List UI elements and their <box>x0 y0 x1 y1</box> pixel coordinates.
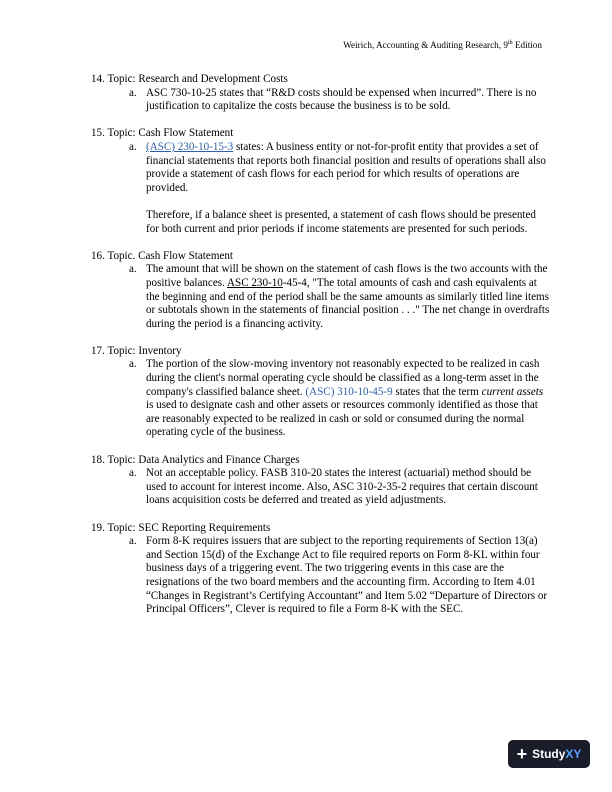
list-marker: a. <box>129 263 137 276</box>
answer-text: Not an acceptable policy. FASB 310-20 states the interest (actuarial) method should be used to account for interest income. Also, ASC 310-2-35-2 requires that certain discount loans acquisition costs be deferred and treated as yield adjustments. <box>146 467 538 507</box>
topic-title: 17. Topic: Inventory <box>91 344 182 357</box>
italic-term: current assets <box>481 385 544 398</box>
brand-main: Study <box>532 747 566 761</box>
topic-16 <box>91 250 551 332</box>
asc-link[interactable]: (ASC) 310-10-45-9 <box>305 385 393 398</box>
page-header <box>343 39 542 51</box>
topic-answer <box>91 263 551 331</box>
topic-title: 18. Topic: Data Analytics and Finance Charges <box>91 453 300 466</box>
topic-title: 14. Topic: Research and Development Costs <box>91 73 288 85</box>
plus-icon: + <box>516 744 528 764</box>
answer-text: states that the term <box>392 385 482 398</box>
answer-text: ASC 730-10-25 states that “R&D costs should be expensed when incurred”. There is no justification to capitalize the costs because the business is to be sold. <box>146 86 537 113</box>
answer-text: The amount that will be shown on the statement of cash flows is the two accounts with the positive balances. <box>146 263 548 289</box>
topic-18 <box>91 454 551 508</box>
list-marker: a. <box>129 535 137 548</box>
studyxy-badge[interactable] <box>508 740 590 768</box>
brand-name <box>532 747 581 761</box>
topic-14 <box>91 73 551 114</box>
topic-answer <box>91 141 551 195</box>
document-body <box>91 73 551 630</box>
topic-title: 16. Topic. Cash Flow Statement <box>91 249 233 262</box>
list-marker: a. <box>129 86 137 99</box>
topic-answer <box>91 467 551 508</box>
answer-text: The portion of the slow-moving inventory not reasonably expected to be realized in cash during the client's normal operating cycle should be classified as a long-term asset in the company's classified balance sheet. <box>146 358 540 398</box>
header-suffix: Edition <box>512 40 542 50</box>
list-marker: a. <box>129 140 137 153</box>
asc-link[interactable]: (ASC) 230-10-15-3 <box>146 140 234 153</box>
list-marker: a. <box>129 467 137 480</box>
topic-answer <box>91 535 551 617</box>
header-sup: th <box>507 39 513 46</box>
answer-text: is used to designate cash and other assets or resources commonly identified as those that are reasonably expected to be realized in cash or sold or consumed during the normal operating cycle of the business. <box>146 399 538 439</box>
topic-15 <box>91 127 551 236</box>
answer-text: -45-4, "The total amounts of cash and cash equivalents at the beginning and end of the period shall be the same amounts as similarly titled line items or subtotals shown in the statements of financial position . . ." The net change in overdrafts during the period is a financing activity. <box>146 276 550 330</box>
topic-title: 15. Topic: Cash Flow Statement <box>91 127 234 140</box>
topic-answer <box>91 87 551 114</box>
topic-title: 19. Topic: SEC Reporting Requirements <box>91 521 271 534</box>
topic-19 <box>91 522 551 617</box>
answer-text: Form 8-K requires issuers that are subject to the reporting requirements of Section 13(a) and Section 15(d) of the Exchange Act to file required reports on Form 8-KL within four business days of a triggering event. The two triggering events in this case are the resignations of the two board members and the accounting firm. According to Item 4.01 “Changes in Registrant’s Certifying Accountant” and Item 5.02 “Departure of Directors or Principal Officers”, Clever is required to file a Form 8-K with the SEC. <box>146 535 548 616</box>
list-marker: a. <box>129 358 137 371</box>
topic-17 <box>91 345 551 440</box>
brand-accent: XY <box>565 747 582 761</box>
answer-text: states: A business entity or not-for-profit entity that provides a set of financial statements that reports both financial position and results of operations shall also provide a statement of cash flows for each period for which results of operations are provided. <box>146 140 546 194</box>
answer-paragraph: Therefore, if a balance sheet is presented, a statement of cash flows should be presented for both current and prior periods if income statements are presented for such periods. <box>146 208 536 235</box>
asc-reference: ASC 230-10 <box>227 276 283 289</box>
topic-answer <box>91 358 551 440</box>
header-text: Weirich, Accounting & Auditing Research, 9 <box>343 40 508 50</box>
